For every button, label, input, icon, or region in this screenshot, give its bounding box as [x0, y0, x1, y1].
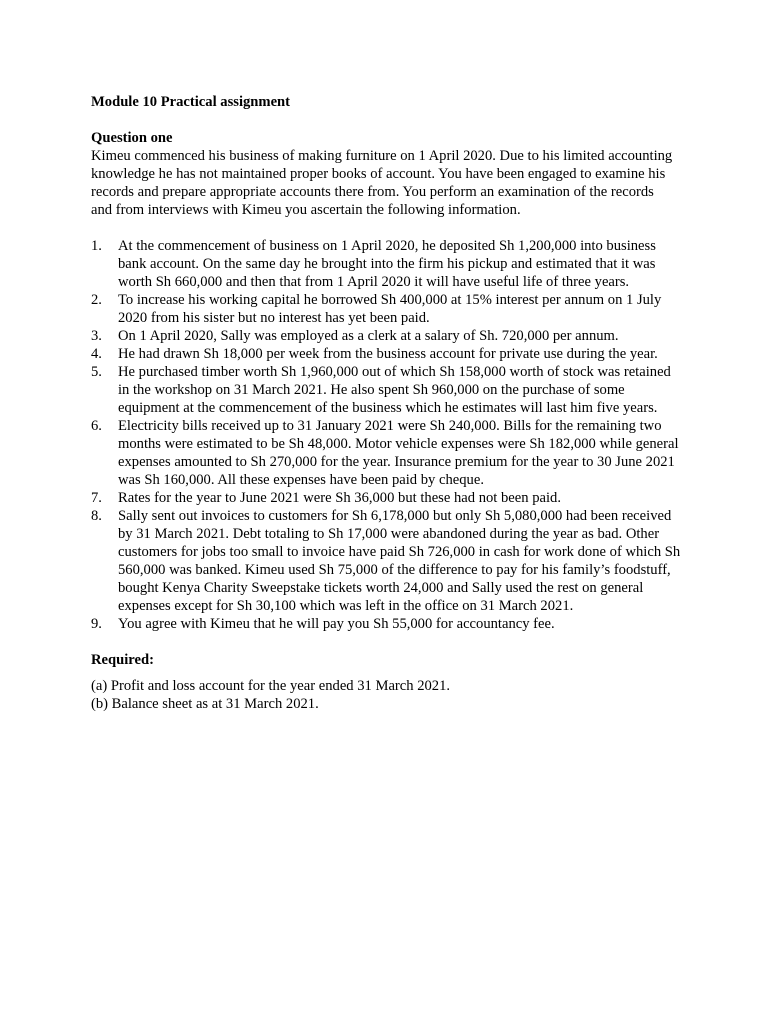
- list-item-text: To increase his working capital he borrowed Sh 400,000 at 15% interest per annum on 1 July 2020 from his sister but no interest has yet been paid.: [118, 292, 662, 326]
- list-item: [91, 345, 681, 363]
- document-title: Module 10 Practical assignment: [91, 94, 291, 110]
- list-item: [91, 363, 681, 417]
- list-item: [91, 417, 681, 489]
- required-part-b: (b) Balance sheet as at 31 March 2021.: [91, 696, 319, 712]
- list-item-text: He had drawn Sh 18,000 per week from the business account for private use during the year.: [118, 346, 658, 362]
- list-item-number: 2.: [91, 292, 102, 308]
- list-item-number: 7.: [91, 490, 102, 506]
- list-item-number: 1.: [91, 238, 102, 254]
- list-item-text: You agree with Kimeu that he will pay you Sh 55,000 for accountancy fee.: [118, 616, 555, 632]
- list-item: [91, 489, 681, 507]
- list-item-text: On 1 April 2020, Sally was employed as a clerk at a salary of Sh. 720,000 per annum.: [118, 328, 619, 344]
- question-heading: Question one: [91, 130, 173, 146]
- list-item: [91, 507, 681, 615]
- list-item-text: At the commencement of business on 1 April 2020, he deposited Sh 1,200,000 into business bank account. On the same day he brought into the firm his pickup and estimated that it was worth Sh 660,000 and then that from 1 April 2020 it will have useful life of three years.: [118, 238, 656, 290]
- required-heading: Required:: [91, 652, 154, 668]
- required-parts: [91, 677, 768, 713]
- list-item-number: 6.: [91, 418, 102, 434]
- intro-paragraph: Kimeu commenced his business of making furniture on 1 April 2020. Due to his limited accounting knowledge he has not maintained proper books of account. You have been engaged to examine his records and prepare appropriate accounts there from. You perform an examination of the records and from interviews with Kimeu you ascertain the following information.: [91, 148, 673, 218]
- list-item: [91, 291, 681, 327]
- list-item-text: Electricity bills received up to 31 January 2021 were Sh 240,000. Bills for the remaining two months were estimated to be Sh 48,000. Motor vehicle expenses were Sh 182,000 while general expenses amounted to Sh 270,000 for the year. Insurance premium for the year to 30 June 2021 was Sh 160,000. All these expenses have been paid by cheque.: [118, 418, 679, 488]
- information-list: [91, 237, 681, 633]
- list-item-number: 9.: [91, 616, 102, 632]
- required-part-a: (a) Profit and loss account for the year ended 31 March 2021.: [91, 678, 451, 694]
- list-item: [91, 237, 681, 291]
- list-item: [91, 615, 681, 633]
- list-item-number: 5.: [91, 364, 102, 380]
- list-item-number: 8.: [91, 508, 102, 524]
- list-item-text: Sally sent out invoices to customers for Sh 6,178,000 but only Sh 5,080,000 had been received by 31 March 2021. Debt totaling to Sh 17,000 were abandoned during the year as bad. Other customers for jobs too small to invoice have paid Sh 726,000 in cash for work done of which Sh 560,000 was banked. Kimeu used Sh 75,000 of the difference to pay for his family’s foodstuff, bought Kenya Charity Sweepstake tickets worth 24,000 and Sally used the rest on general expenses except for Sh 30,100 which was left in the office on 31 March 2021.: [118, 508, 681, 614]
- list-item: [91, 327, 681, 345]
- list-item-text: Rates for the year to June 2021 were Sh 36,000 but these had not been paid.: [118, 490, 561, 506]
- list-item-number: 3.: [91, 328, 102, 344]
- list-item-number: 4.: [91, 346, 102, 362]
- list-item-text: He purchased timber worth Sh 1,960,000 out of which Sh 158,000 worth of stock was retained in the workshop on 31 March 2021. He also spent Sh 960,000 on the purchase of some equipment at the commencement of the business which he estimates will last him five years.: [118, 364, 671, 416]
